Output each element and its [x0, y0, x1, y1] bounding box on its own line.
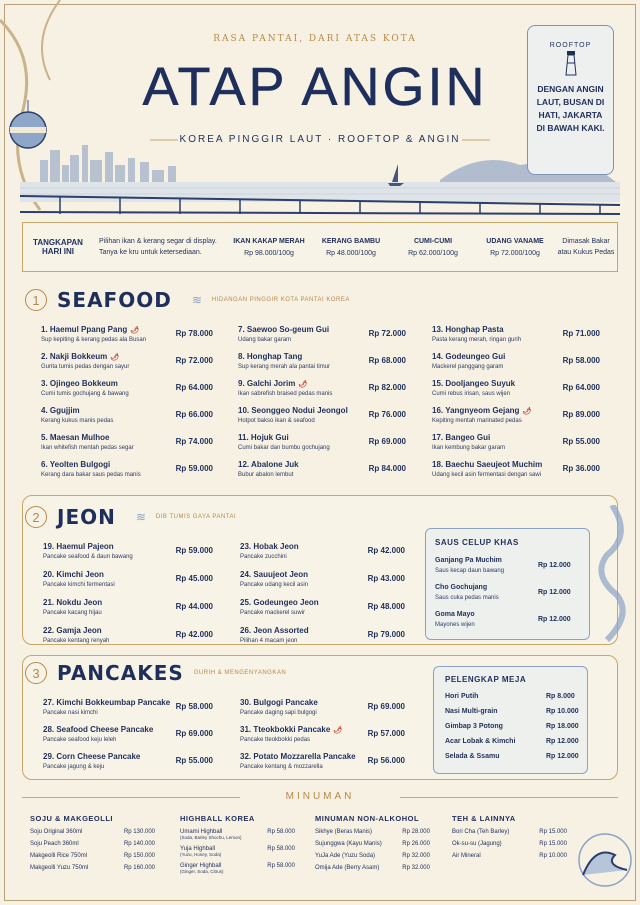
header	[0, 0, 640, 220]
section-number: 3	[25, 662, 47, 684]
drinks-column-title: SOJU & MAKGEOLLI	[30, 814, 114, 823]
drinks-column-title: MINUMAN NON-ALKOHOL	[315, 814, 420, 823]
catch-of-day	[22, 222, 618, 272]
item-name-text: 21. Nokdu Jeon	[43, 598, 103, 607]
item-name-text: 31. Tteokbokki Pancake	[240, 725, 331, 734]
item-description: Ikan sabrefish braised pedas manis	[238, 391, 333, 397]
item-description: Cumi rebus irisan, saus wijen	[432, 391, 511, 397]
item-price: Rp 45.000	[175, 574, 213, 583]
menu-item	[240, 725, 405, 749]
side-name: Gimbap 3 Potong	[445, 723, 503, 730]
menu-item	[43, 698, 213, 722]
item-price: Rp 57.000	[367, 729, 405, 738]
item-price: Rp 55.000	[562, 437, 600, 446]
item-description: Hotpot bakso ikan & seafood	[238, 418, 315, 424]
menu-item	[432, 406, 600, 430]
item-price: Rp 58.000	[175, 702, 213, 711]
sauce-description: Mayones wijen	[435, 622, 475, 628]
item-name-text: 9. Galchi Jorim	[238, 379, 296, 388]
drink-name: Sujunggwa (Kayu Manis)	[315, 841, 382, 847]
seafood-header	[25, 288, 350, 312]
item-description: Udang kecil asin fermentasi dengan sawi	[432, 472, 542, 478]
item-description: Pancake daging sapi bulgogi	[240, 710, 317, 716]
item-name-text: 11. Hojuk Gui	[238, 433, 289, 442]
menu-item	[432, 433, 600, 457]
drink-price: Rp 26.000	[402, 841, 430, 847]
item-price: Rp 66.000	[175, 410, 213, 419]
section-number: 2	[25, 506, 47, 528]
section-subtitle: HIDANGAN PINGGIR KOTA PANTAI KOREA	[211, 297, 350, 303]
menu-item	[41, 352, 213, 376]
sauce-name: Cho Gochujang	[435, 584, 488, 591]
drink-item	[30, 829, 155, 835]
drink-item	[30, 853, 155, 859]
drink-price: Rp 140.000	[123, 841, 155, 847]
item-description: Pancake kacang hijau	[43, 610, 102, 616]
drink-price: Rp 58.000	[267, 863, 295, 869]
menu-item	[43, 725, 213, 749]
item-description: Pancake nasi kimchi	[43, 710, 98, 716]
item-name-text: 23. Hobak Jeon	[240, 542, 299, 551]
item-description: Pancake mackerel suwir	[240, 610, 306, 616]
drink-price: Rp 130.000	[123, 829, 155, 835]
drink-item	[315, 829, 430, 835]
item-name-text: 10. Seonggeo Nodui Jeongol	[238, 406, 348, 415]
sauce-description: Saus kecap daun bawang	[435, 568, 505, 574]
drink-note: (Yuzu, Honey, Soda)	[180, 852, 222, 857]
item-price: Rp 69.000	[367, 702, 405, 711]
item-description: Pancake kimchi fermentasi	[43, 582, 115, 588]
menu-item	[41, 379, 213, 403]
rooftop-label: ROOFTOP	[549, 42, 592, 49]
menu-item	[238, 352, 406, 376]
section-subtitle: DIB TUMIS GAYA PANTAI	[155, 514, 237, 520]
drink-item	[180, 829, 295, 840]
chili-icon: 🌶	[522, 408, 532, 415]
drink-name: Ginger Highball	[180, 863, 222, 869]
item-price: Rp 58.000	[562, 356, 600, 365]
side-name: Hori Putih	[445, 693, 479, 700]
chili-icon: 🌶	[130, 327, 140, 334]
drink-name: Yuja Highball	[180, 846, 216, 852]
rooftop-text: DENGAN ANGIN LAUT, BUSAN DI HATI, JAKARTA DI BAWAH KAKI.	[536, 84, 605, 133]
menu-item	[240, 598, 405, 622]
section-subtitle: GURIH & MENGENYANGKAN	[193, 670, 287, 676]
menu-item	[238, 379, 406, 403]
chili-icon: 🌶	[298, 381, 308, 388]
section-title: JEON	[57, 505, 116, 529]
item-name-text: 3. Ojingeo Bokkeum	[41, 379, 118, 388]
menu-item	[432, 379, 600, 403]
item-price: Rp 69.000	[368, 437, 406, 446]
item-price: Rp 59.000	[175, 464, 213, 473]
drinks-column-title: HIGHBALL KOREA	[180, 814, 255, 823]
drink-name: Makgeolli Yuzu 750ml	[30, 865, 89, 871]
item-description: Pancake zucchini	[240, 554, 287, 560]
sauce-price: Rp 12.000	[538, 562, 571, 569]
item-name-text: 19. Haemul Pajeon	[43, 542, 114, 551]
sauce-box	[425, 528, 590, 640]
item-price: Rp 84.000	[368, 464, 406, 473]
drink-item	[452, 841, 567, 847]
side-price: Rp 8.000	[546, 693, 575, 700]
brand-name: ATAP ANGIN	[142, 57, 488, 117]
item-description: Gurita tumis pedas dengan sayur	[41, 364, 130, 370]
item-name-text: 25. Godeungeo Jeon	[240, 598, 319, 607]
item-price: Rp 48.000	[367, 602, 405, 611]
item-price: Rp 71.000	[562, 329, 600, 338]
item-price: Rp 68.000	[368, 356, 406, 365]
tagline: RASA PANTAI, DARI ATAS KOTA	[213, 34, 417, 44]
drink-name: Omija Ade (Berry Asam)	[315, 865, 380, 871]
item-description: Mackerel panggang garam	[432, 364, 504, 370]
catch-desc: Pilihan ikan & kerang segar di display. Tanya ke kru untuk ketersediaan.	[99, 238, 217, 256]
sides-title: PELENGKAP MEJA	[445, 675, 527, 684]
lighthouse-icon	[556, 51, 586, 77]
catch-title: TANGKAPAN HARI INI	[33, 238, 83, 256]
item-description: Pancake kentang renyah	[43, 638, 110, 644]
item-price: Rp 64.000	[175, 383, 213, 392]
drink-price: Rp 58.000	[267, 846, 295, 852]
item-price: Rp 82.000	[368, 383, 406, 392]
item-name-text: 6. Yeolten Bulgogi	[41, 460, 111, 469]
menu-item	[238, 406, 406, 430]
item-description: Pancake jagung & keju	[43, 764, 105, 770]
drink-price: Rp 160.000	[123, 865, 155, 871]
wave-decoration-icon	[592, 505, 632, 645]
drink-note: (Ginger, Soda, Citrus)	[180, 869, 224, 874]
catch-item: IKAN KAKAP MERAH Rp 98.000/100g	[233, 237, 305, 257]
section-title: SEAFOOD	[57, 288, 172, 312]
menu-item	[240, 752, 405, 776]
drinks-title: MINUMAN	[240, 791, 400, 805]
item-price: Rp 42.000	[367, 546, 405, 555]
menu-item	[43, 752, 213, 776]
item-name-text: 20. Kimchi Jeon	[43, 570, 104, 579]
item-name-text: 26. Jeon Assorted	[240, 626, 309, 635]
drink-price: Rp 15.000	[539, 841, 567, 847]
item-name-text: 1. Haemul Ppang Pang	[41, 325, 128, 334]
item-name-text: 7. Saewoo So-geum Gui	[238, 325, 330, 334]
item-name-text: 22. Gamja Jeon	[43, 626, 102, 635]
side-name: Acar Lobak & Kimchi	[445, 738, 516, 745]
menu-item	[432, 325, 600, 349]
item-description: Pilihan 4 macam jeon	[240, 638, 298, 644]
menu-item	[432, 460, 600, 484]
drink-name: Bori Cha (Teh Barley)	[452, 829, 510, 835]
drink-name: Air Mineral	[452, 853, 481, 859]
catch-item: KERANG BAMBU Rp 48.000/100g	[321, 237, 381, 257]
menu-item	[43, 598, 213, 622]
item-description: Pasta kerang merah, ringan gurih	[432, 337, 522, 343]
wave-icon: ≋	[135, 510, 146, 524]
item-description: Cumi bakar dan bumbu gochujang	[238, 445, 330, 451]
side-price: Rp 12.000	[546, 738, 579, 745]
item-name-text: 30. Bulgogi Pancake	[240, 698, 318, 707]
chili-icon: 🌶	[333, 727, 343, 734]
item-name-text: 13. Honghap Pasta	[432, 325, 504, 334]
menu-item	[41, 433, 213, 457]
item-description: Udang bakar garam	[238, 337, 292, 343]
item-price: Rp 69.000	[175, 729, 213, 738]
item-name-text: 24. Sauujeot Jeon	[240, 570, 309, 579]
item-name-text: 15. Dooljangeo Suyuk	[432, 379, 516, 388]
item-description: Sup kepiting & kerang pedas ala Busan	[41, 337, 147, 343]
item-name-text: 32. Potato Mozzarella Pancake	[240, 752, 356, 761]
item-price: Rp 43.000	[367, 574, 405, 583]
side-name: Selada & Ssamu	[445, 753, 500, 760]
drink-item	[452, 829, 567, 835]
drink-price: Rp 15.000	[539, 829, 567, 835]
sauce-description: Saus cuka pedas manis	[435, 595, 499, 601]
item-price: Rp 44.000	[175, 602, 213, 611]
catch-item: UDANG VANAME Rp 72.000/100g	[486, 237, 544, 257]
menu-item	[43, 542, 213, 566]
item-description: Bubur abalon lembut	[238, 472, 294, 478]
sides-box	[433, 666, 588, 774]
item-price: Rp 64.000	[562, 383, 600, 392]
item-description: Kerang kukus manis pedas	[41, 418, 114, 424]
menu-item	[240, 542, 405, 566]
drink-item	[180, 863, 295, 874]
menu-item	[240, 698, 405, 722]
drink-price: Rp 32.000	[402, 865, 430, 871]
section-number: 1	[25, 289, 47, 311]
menu-item	[41, 406, 213, 430]
item-name-text: 27. Kimchi Bokkeumbap Pancake	[43, 698, 171, 707]
item-description: Ikan whitefish mentah pedas segar	[41, 445, 134, 451]
item-price: Rp 56.000	[367, 756, 405, 765]
menu-item	[41, 325, 213, 349]
wave-icon	[575, 820, 635, 900]
menu-item	[43, 570, 213, 594]
drink-price: Rp 32.000	[402, 853, 430, 859]
chili-icon: 🌶	[110, 354, 120, 361]
item-price: Rp 89.000	[562, 410, 600, 419]
drink-name: Ok-su-su (Jagung)	[452, 841, 502, 847]
item-description: Pancake tteokbokki pedas	[240, 737, 311, 743]
drink-item	[180, 846, 295, 857]
drink-price: Rp 10.000	[539, 853, 567, 859]
menu-item	[41, 460, 213, 484]
item-name-text: 16. Yangnyeom Gejang	[432, 406, 520, 415]
drink-name: Soju Peach 360ml	[30, 841, 79, 847]
item-name-text: 29. Corn Cheese Pancake	[43, 752, 141, 761]
menu-item	[43, 626, 213, 650]
item-price: Rp 78.000	[175, 329, 213, 338]
drink-item	[30, 865, 155, 871]
item-price: Rp 72.000	[368, 329, 406, 338]
item-name-text: 8. Honghap Tang	[238, 352, 303, 361]
item-description: Ikan kembung bakar garam	[432, 445, 506, 451]
menu-item	[238, 433, 406, 457]
item-description: Sup kerang merah ala pantai timur	[238, 364, 331, 370]
item-price: Rp 42.000	[175, 630, 213, 639]
menu-item	[238, 325, 406, 349]
item-name-text: 5. Maesan Mulhoe	[41, 433, 110, 442]
item-description: Kerang dara bakar saus pedas manis	[41, 472, 141, 478]
item-price: Rp 74.000	[175, 437, 213, 446]
drink-note: (Soda, Barley Shochu, Lemon)	[180, 835, 242, 840]
drink-item	[30, 841, 155, 847]
item-description: Pancake seafood keju leleh	[43, 737, 117, 743]
rooftop-badge	[527, 25, 614, 175]
item-name-text: 12. Abalone Juk	[238, 460, 299, 469]
menu-item	[240, 626, 405, 650]
brand-subtitle: KOREA PINGGIR LAUT · ROOFTOP & ANGIN	[179, 134, 461, 145]
drink-item	[315, 841, 430, 847]
wave-icon: ≋	[191, 293, 202, 307]
side-name: Nasi Multi-grain	[445, 708, 498, 715]
item-price: Rp 76.000	[368, 410, 406, 419]
item-name-text: 18. Baechu Saeujeot Muchim	[432, 460, 543, 469]
item-name-text: 28. Seafood Cheese Pancake	[43, 725, 154, 734]
item-price: Rp 55.000	[175, 756, 213, 765]
pancakes-header	[25, 661, 286, 685]
menu-item	[432, 352, 600, 376]
catch-note: Dimasak Bakar atau Kukus Pedas	[557, 238, 615, 256]
drink-name: YuJa Ade (Yuzu Soda)	[315, 853, 376, 859]
drink-item	[452, 853, 567, 859]
drinks-column-title: TEH & LAINNYA	[452, 814, 516, 823]
item-description: Kepiting mentah marinated pedas	[432, 418, 522, 424]
menu-item	[238, 460, 406, 484]
drink-price: Rp 58.000	[267, 829, 295, 835]
drink-price: Rp 28.000	[402, 829, 430, 835]
sauce-title: SAUS CELUP KHAS	[435, 538, 519, 547]
drink-name: Sikhye (Beras Manis)	[315, 829, 373, 835]
jeon-header	[25, 505, 236, 529]
sauce-name: Ganjang Pa Muchim	[435, 557, 502, 564]
item-name-text: 14. Godeungeo Gui	[432, 352, 506, 361]
drink-item	[315, 865, 430, 871]
drink-name: Makgeolli Rice 750ml	[30, 853, 88, 859]
side-price: Rp 18.000	[546, 723, 579, 730]
sauce-price: Rp 12.000	[538, 589, 571, 596]
drink-name: Soju Original 360ml	[30, 829, 83, 835]
item-price: Rp 36.000	[562, 464, 600, 473]
item-name-text: 4. Ggujjim	[41, 406, 80, 415]
item-description: Pancake seafood & daun bawang	[43, 554, 133, 560]
item-description: Pancake udang kecil asin	[240, 582, 309, 588]
drink-price: Rp 150.000	[123, 853, 155, 859]
item-description: Pancake kentang & mozzarella	[240, 764, 323, 770]
item-description: Cumi tumis gochujang & bawang	[41, 391, 129, 397]
drink-item	[315, 853, 430, 859]
side-price: Rp 10.000	[546, 708, 579, 715]
drink-name: Umami Highball	[180, 829, 223, 835]
side-price: Rp 12.000	[546, 753, 579, 760]
item-name-text: 2. Nakji Bokkeum	[41, 352, 108, 361]
section-title: PANCAKES	[57, 661, 184, 685]
menu-item	[240, 570, 405, 594]
item-price: Rp 59.000	[175, 546, 213, 555]
catch-item: CUMI-CUMI Rp 62.000/100g	[408, 237, 458, 257]
item-name-text: 17. Bangeo Gui	[432, 433, 491, 442]
item-price: Rp 72.000	[175, 356, 213, 365]
item-price: Rp 79.000	[367, 630, 405, 639]
sauce-price: Rp 12.000	[538, 616, 571, 623]
sauce-name: Goma Mayo	[435, 611, 475, 618]
